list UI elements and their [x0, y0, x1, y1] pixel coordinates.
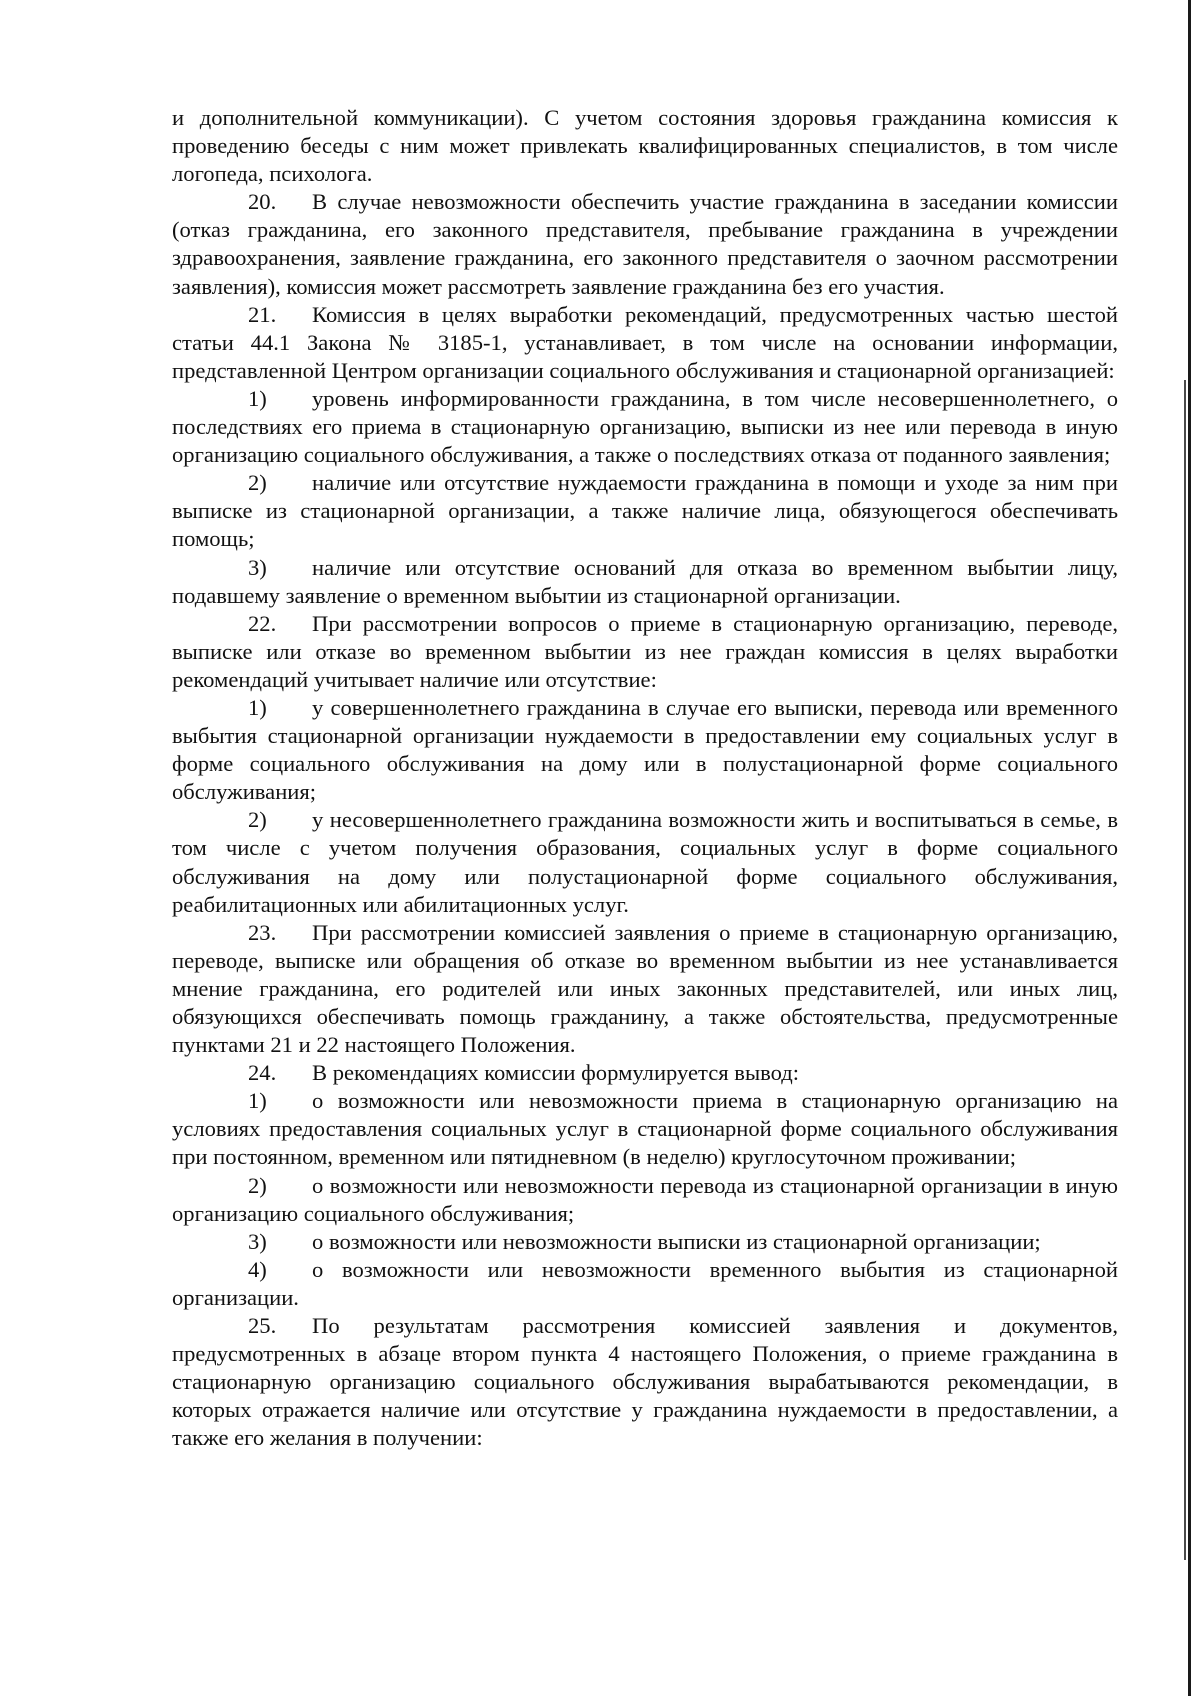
item-text: о возможности или невозможности выписки из стационарной организации;: [312, 1228, 1041, 1254]
paragraph-text: и дополнительной коммуникации). С учетом состояния здоровья гражданина комиссия к проведению беседы с ним может привлекать квалифицированных специалистов, в том числе логопеда, психолога.: [172, 105, 1118, 187]
clause-21-item-2: [172, 469, 1118, 553]
clause-24-item-3: [172, 1228, 1118, 1256]
item-text: о возможности или невозможности временного выбытия из стационарной организации.: [172, 1256, 1118, 1310]
clause-number: 20.: [248, 189, 277, 215]
scan-border: [1182, 0, 1200, 1696]
item-number: 3): [248, 554, 267, 580]
item-text: наличие или отсутствие оснований для отказа во временном выбытии лицу, подавшему заявление о временном выбытии из стационарной организации.: [172, 554, 1118, 608]
clause-23: [172, 919, 1118, 1059]
item-number: 2): [248, 807, 267, 833]
clause-number: 21.: [248, 301, 277, 327]
clause-number: 24.: [248, 1060, 277, 1086]
item-number: 1): [248, 694, 267, 720]
clause-24-item-2: [172, 1172, 1118, 1228]
clause-text: В случае невозможности обеспечить участие гражданина в заседании комиссии (отказ гражданина, его законного представителя, пребывание гражданина в учреждении здравоохранения, заявление гражданина, его законного представителя о заочном рассмотрении заявления), комиссия может рассмотреть заявление гражданина без его участия.: [172, 189, 1118, 299]
clause-text: При рассмотрении вопросов о приеме в стационарную организацию, переводе, выписке или отказе во временном выбытии из нее граждан комиссия в целях выработки рекомендаций учитывает наличие или отсутствие:: [172, 610, 1118, 692]
item-text: у несовершеннолетнего гражданина возможности жить и воспитываться в семье, в том числе с учетом получения образования, социальных услуг в форме социального обслуживания на дому или полустационарной форме социального обслуживания, реабилитационных или абилитационных услуг.: [172, 807, 1118, 917]
scan-border-line: [1188, 0, 1191, 1696]
scan-border-shadow: [1184, 380, 1186, 1560]
clause-text: Комиссия в целях выработки рекомендаций, предусмотренных частью шестой статьи 44.1 Закона № 3185-1, устанавливает, в том числе на основании информации, представленной Центром организации социального обслуживания и стационарной организацией:: [172, 301, 1118, 383]
item-number: 3): [248, 1228, 267, 1254]
clause-24-item-4: [172, 1256, 1118, 1312]
clause-25: [172, 1312, 1118, 1452]
clause-text: При рассмотрении комиссией заявления о приеме в стационарную организацию, переводе, выписке или обращения об отказе во временном выбытии из нее устанавливается мнение гражданина, его родителей или иных законных представителей, или иных лиц, обязующихся обеспечивать помощь гражданину, а также обстоятельства, предусмотренные пунктами 21 и 22 настоящего Положения.: [172, 919, 1118, 1058]
item-text: уровень информированности гражданина, в том числе несовершеннолетнего, о последствиях его приема в стационарную организацию, выписки из нее или перевода в иную организацию социального обслуживания, а также о последствиях отказа от поданного заявления;: [172, 385, 1118, 468]
paragraph-continuation: [172, 104, 1118, 188]
clause-21: [172, 301, 1118, 385]
clause-number: 23.: [248, 919, 277, 945]
clause-21-item-3: [172, 554, 1118, 610]
clause-21-item-1: [172, 385, 1118, 469]
clause-20: [172, 188, 1118, 300]
item-number: 1): [248, 385, 267, 411]
clause-24-item-1: [172, 1087, 1118, 1171]
clause-text: По результатам рассмотрения комиссией заявления и документов, предусмотренных в абзаце втором пункта 4 настоящего Положения, о приеме гражданина в стационарную организацию социального обслуживания вырабатываются рекомендации, в которых отражается наличие или отсутствие у гражданина нуждаемости в предоставлении, а также его желания в получении:: [172, 1313, 1118, 1451]
clause-22: [172, 610, 1118, 694]
clause-number: 22.: [248, 610, 277, 636]
item-text: о возможности или невозможности приема в стационарную организацию на условиях предоставления социальных услуг в стационарной форме социального обслуживания при постоянном, временном или пятидневном (в неделю) круглосуточном проживании;: [172, 1088, 1118, 1170]
item-number: 2): [248, 1172, 267, 1198]
clause-text: В рекомендациях комиссии формулируется вывод:: [312, 1060, 800, 1086]
item-text: у совершеннолетнего гражданина в случае его выписки, перевода или временного выбытия стационарной организации нуждаемости в предоставлении ему социальных услуг в форме социального обслуживания на дому или в полустационарной форме социального обслуживания;: [172, 694, 1118, 805]
clause-22-item-1: [172, 694, 1118, 806]
document-body: [172, 104, 1118, 1453]
clause-number: 25.: [248, 1313, 277, 1339]
clause-22-item-2: [172, 806, 1118, 918]
clause-24: [172, 1059, 1118, 1087]
item-number: 1): [248, 1088, 267, 1114]
item-number: 2): [248, 470, 267, 496]
item-number: 4): [248, 1256, 267, 1282]
item-text: наличие или отсутствие нуждаемости гражданина в помощи и уходе за ним при выписке из стационарной организации, а также наличие лица, обязующегося обеспечивать помощь;: [172, 470, 1118, 552]
item-text: о возможности или невозможности перевода из стационарной организации в иную организацию социального обслуживания;: [172, 1172, 1118, 1226]
